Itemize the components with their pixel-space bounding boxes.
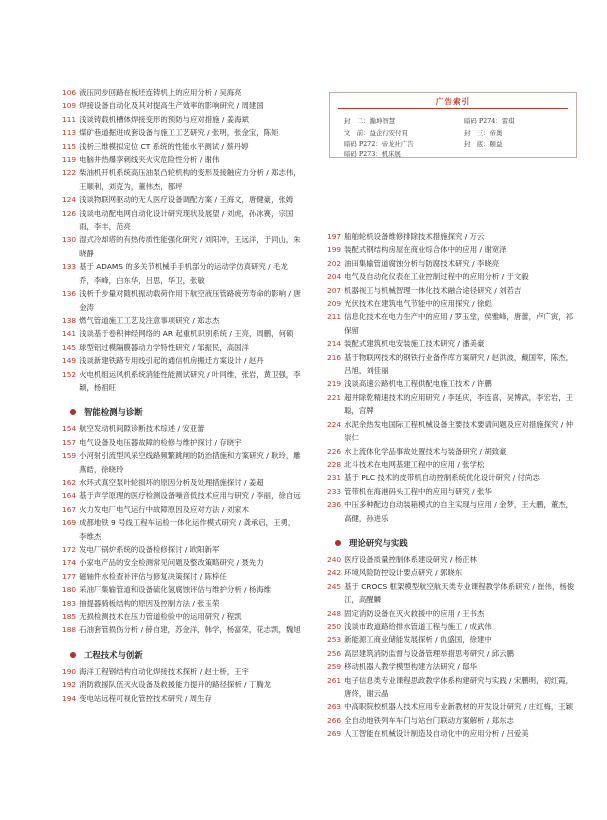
toc-entry[interactable] (62, 327, 302, 340)
page-number: 256 (327, 648, 342, 658)
page-number: 197 (327, 232, 342, 241)
entry-title: 中压多种配边自动装箱模式的自主实现与应用 / 金梦，王大鹏，董杰，高健，孙进乐 (344, 500, 574, 523)
entry-title: 浅谈电动配电网自动化设计研究现状及展望 / 刘虎，孙冰赛，宗国雨，李丰，范亮 (79, 208, 294, 232)
page-number: 126 (62, 208, 77, 218)
toc-entry[interactable] (327, 243, 577, 256)
page-number: 248 (327, 608, 342, 618)
entry-title: 中高职院校机器人技术应用专业新教材的开发设计研究 / 庄红梅，王颖 (344, 702, 574, 712)
page-number: 199 (327, 245, 342, 255)
toc-entry[interactable] (327, 337, 577, 350)
section-bullet-icon (335, 540, 341, 546)
entry-title: 浅谈物联网驱动的无人医疗设备调配方案 / 王海文，唐健豪，张姆 (79, 195, 294, 205)
right-column (327, 230, 577, 741)
entry-title: 固定消防设备在灭火救援中的应用 / 王书杰 (344, 608, 485, 618)
page-number: 167 (62, 504, 77, 514)
entry-title: 电脑井热爆孪刺线夹火灾危险性分析 / 谢伟 (79, 155, 220, 165)
section-bullet-icon (70, 652, 76, 658)
page-number: 169 (62, 518, 77, 528)
toc-entry[interactable] (62, 623, 302, 636)
entry-title: 浅谈铸载机槽体焊接变形的预防与应对措施 / 姜海斌 (79, 114, 249, 124)
entry-title: 无损检测技术在压力管道检验中的运用研究 / 程凯 (79, 612, 242, 622)
page-number: 138 (62, 315, 77, 325)
entry-list (327, 553, 577, 741)
page-number: 259 (327, 662, 342, 672)
toc-entry[interactable] (62, 597, 302, 610)
toc-entry[interactable] (62, 570, 302, 583)
ad-item: 封 三：帝奥 (464, 129, 503, 137)
entry-title: 全自动地铁列车车门与站台门联动方案解析 / 郑东志 (344, 715, 514, 725)
toc-entry[interactable] (327, 607, 577, 620)
entry-title: 基于声学原理的医疗检测设备噪音低技术应用与研究 / 李丽，徐自远 (79, 491, 301, 501)
entry-title: 航空发动机间隙诊断技术综述 / 安亚蕾 (79, 424, 205, 434)
toc-entry[interactable] (327, 674, 577, 701)
page-number: 172 (62, 545, 77, 554)
entry-title: 成都地铁 9 号线工程车运检一体化运作模式研究 / 龚承启，王勇，李维杰 (79, 518, 296, 541)
toc-entry[interactable] (62, 113, 302, 126)
page-number: 194 (62, 693, 77, 703)
toc-entry[interactable] (327, 391, 577, 418)
ad-item: 文 前：益企行安付頁 (344, 129, 408, 137)
entry-list (62, 665, 302, 705)
page-number: 109 (62, 101, 77, 111)
entry-list (327, 230, 577, 525)
entry-title: 信息化技术在电力生产中的应用 / 罗玉堂，侯雅峰，唐蕾，卢广寅，祁保留 (344, 312, 574, 335)
page-number: 141 (62, 329, 77, 339)
page-number: 136 (62, 289, 77, 299)
page-number: 192 (62, 680, 77, 690)
entry-title: 光伏技术在建筑电气节能中的应用探究 / 徐彪 (344, 299, 492, 309)
entry-title: 湿式冷却塔的有热传质性能强化研究 / 刘阳冲，王远洋，于同山，朱晓静 (79, 235, 301, 258)
entry-title: 电气及自动化仪表在工业控制过程中的应用分析 / 于文毅 (344, 272, 529, 282)
toc-entry[interactable] (327, 647, 577, 660)
entry-title: 水环式真空泵叶轮损坏的原因分析及处理措施探讨 / 姜超 (79, 477, 264, 487)
ad-item: 暗码 P274：雷琪 (464, 117, 515, 125)
entry-title: 浅析三维模拟定位 CT 系统的性能水平测试 / 蔡丹婷 (79, 141, 249, 151)
entry-title: 北斗技术在电网基建工程中的应用 / 张学松 (344, 459, 485, 469)
entry-title: 水泥余热发电国际工程机械设备主要技术要请问题及应对措施探究 / 仲崇仁 (344, 419, 574, 443)
entry-title: 煤矿巷道掘进成套设备与施工工艺研究 / 张明，张金宝，陈矩 (79, 128, 279, 138)
toc-entry[interactable] (62, 692, 302, 705)
page-number: 185 (62, 612, 77, 622)
page-number: 240 (327, 554, 342, 564)
ad-item: 暗码 P273：机床展 (344, 150, 401, 158)
toc-entry[interactable] (62, 314, 302, 327)
entry-list (62, 422, 302, 637)
toc-entry[interactable] (62, 489, 302, 502)
toc-entry[interactable] (62, 166, 302, 193)
ad-index-box (329, 92, 577, 158)
entry-title: 电子信息类专业课程思政教学体系构建研究与实践 / 宋鹏明，初红霞，唐佟，谢云晶 (344, 675, 574, 698)
page-number: 207 (327, 285, 342, 295)
toc-entry[interactable] (327, 270, 577, 283)
entry-title: 基于 ADAMS 的多关节机械手手机部分的运动学仿真研究 / 毛龙乔，李峰，白东华，吕思，华卫，张敏 (79, 262, 288, 285)
toc-entry[interactable] (62, 99, 302, 112)
page-number: 245 (327, 581, 342, 591)
toc-entry[interactable] (327, 553, 577, 566)
page-number: 253 (327, 635, 342, 645)
entry-title: 基于 PLC 技术的皮带机自动控制系统优化设计研究 / 付尚志 (344, 473, 540, 483)
ad-item: 暗码 P272：帝龙社广告 (344, 140, 414, 148)
page-number: 177 (62, 571, 77, 581)
toc-entry[interactable] (62, 422, 302, 435)
entry-title: 火力发电厂电气运行中故障原因及应对方法 / 刘家木 (79, 504, 249, 514)
toc-entry[interactable] (62, 140, 302, 153)
toc-entry[interactable] (62, 193, 302, 206)
toc-entry[interactable] (327, 620, 577, 633)
toc-entry[interactable] (327, 580, 577, 607)
page-number: 269 (327, 729, 342, 739)
page-number: 204 (327, 272, 342, 282)
page-number: 263 (327, 702, 342, 712)
toc-entry[interactable] (62, 610, 302, 623)
toc-entry[interactable] (327, 633, 577, 646)
entry-title: 石油套管损伤分析 / 薛自建，苏金洋，韩学，杨富荣，花志凯，魏旭 (79, 625, 301, 635)
page-number: 233 (327, 486, 342, 496)
toc-entry[interactable] (327, 727, 577, 740)
page-number: 122 (62, 168, 77, 178)
entry-title: 磁轴件水检查补评估与修复决策探讨 / 陈梓任 (79, 571, 227, 581)
toc-entry[interactable] (327, 284, 577, 297)
toc-entry[interactable] (62, 583, 302, 596)
toc-entry[interactable] (327, 485, 577, 498)
entry-title: 装配式建筑机电安装施工技术研究 / 潘美豪 (344, 339, 485, 349)
toc-entry[interactable] (62, 436, 302, 449)
toc-entry[interactable] (327, 445, 577, 458)
toc-entry[interactable] (327, 458, 577, 471)
page-number: 130 (62, 235, 77, 245)
toc-entry[interactable] (327, 257, 577, 270)
toc-entry[interactable] (62, 126, 302, 139)
entry-title: 抽提器骑板结构的原因及控制方法 / 张玉荣 (79, 598, 220, 608)
page-number: 106 (62, 88, 77, 97)
ad-item: 封 底：颐益 (464, 140, 503, 148)
entry-title: 消防救援队伍灭火设备及救援能力提升的路径探析 / 丁腾龙 (79, 680, 272, 690)
entry-title: 基于 CROCS 框架模型航空航天类专业课程教学体系研究 / 崔伟，杨俊江，高醒麟 (344, 581, 575, 605)
page-number: 236 (327, 500, 342, 510)
page-number: 250 (327, 621, 342, 631)
toc-entry[interactable] (327, 351, 577, 378)
entry-title: 球型铝过模隔膜器动力学特性研究 / 邹振民，高国洋 (79, 342, 249, 352)
section-heading: 工程技术与创新 (62, 648, 302, 662)
page-number: 133 (62, 262, 77, 272)
page-number: 115 (62, 141, 77, 151)
ad-index-title: 广告索引 (435, 97, 471, 106)
entry-title: 浅析千步量对随机振动载荷作用下航空液压管路疲劳寿命的影响 / 唐金涛 (79, 289, 301, 312)
entry-title: 新能源工商业储能发展探析 / 仇盛国，徐建中 (344, 635, 492, 645)
entry-title: 海洋工程钢结构自动化焊接技术探析 / 赵士桥，王宇 (79, 666, 249, 676)
entry-title: 液压同步回路在板坯连铸机上的应用分析 / 吴海亮 (79, 88, 242, 97)
toc-entry[interactable] (62, 678, 302, 691)
page-number: 190 (62, 666, 77, 676)
entry-title: 火电机组运风机系统消能性能测试研究 / 叶同维，张岩，黄卫强，李颖，杨祖旺 (79, 369, 301, 392)
page-number: 164 (62, 491, 77, 501)
entry-title: 医疗设备质量控制体系建设研究 / 杨正林 (344, 554, 477, 564)
page-number: 157 (62, 437, 77, 447)
toc-entry[interactable] (62, 556, 302, 569)
entry-title: 浅谈新建铁路专用线引起的通信机房搬迁方案设计 / 赵丹 (79, 356, 264, 366)
toc-entry[interactable] (62, 341, 302, 354)
page-number: 226 (327, 446, 342, 456)
page-number: 159 (62, 451, 77, 461)
toc-entry[interactable] (327, 310, 577, 337)
page-number: 152 (62, 369, 77, 379)
page-number: 202 (327, 258, 342, 268)
entry-title: 焊接设备自动化及其对提高生产效率的影响研究 / 周建国 (79, 101, 264, 111)
toc-entry[interactable] (62, 543, 302, 556)
page-number: 231 (327, 473, 342, 483)
page-number: 188 (62, 625, 77, 635)
page-number: 211 (327, 312, 342, 322)
section-bullet-icon (70, 409, 76, 415)
entry-title: 浅谈基于卷积神经网络的 AR 起重机识别系统 / 王亮，周鹏，何硕 (79, 329, 294, 339)
page-number: 145 (62, 342, 77, 352)
entry-title: 发电厂锅炉系统的设备检修探讨 / 欧阳新军 (79, 545, 220, 554)
toc-entry[interactable] (62, 665, 302, 678)
toc-entry[interactable] (327, 418, 577, 445)
ad-item: 封 二：瀚坤智慧 (344, 117, 396, 125)
entry-title: 管带机在海港码头工程中的应用与研究 / 张华 (344, 486, 492, 496)
entry-title: 基于物联网技术的钢铁行业备件库方案研究 / 赵洪波，戴国军，陈杰，吕旭，刘佳丽 (344, 352, 574, 376)
toc-entry[interactable] (327, 566, 577, 579)
ad-index-divider (338, 108, 568, 109)
toc-entry[interactable] (327, 230, 577, 243)
page-number: 266 (327, 715, 342, 725)
entry-title: 油田集输管道腐蚀分析与防腐技术研究 / 李晓亮 (344, 258, 500, 268)
toc-entry[interactable] (327, 714, 577, 727)
toc-entry[interactable] (327, 700, 577, 713)
entry-title: 小河射引流型风采空线路频繁跳闸的防治措施和方案研究 / 耿玲，雕燕皓，徐晓玲 (79, 451, 301, 474)
page-number: 113 (62, 128, 77, 138)
page-number: 221 (327, 392, 342, 402)
page-number: 174 (62, 558, 77, 568)
page-number: 124 (62, 195, 77, 205)
page-number: 228 (327, 459, 342, 469)
toc-entry[interactable] (62, 354, 302, 367)
page-number: 154 (62, 424, 77, 434)
toc-entry[interactable] (62, 260, 302, 287)
entry-title: 水上流体化学品事故处置技术与装备研究 / 胡致豪 (344, 446, 507, 456)
toc-entry[interactable] (62, 503, 302, 516)
entry-title: 变电站远程可视化管控技术研究 / 周生存 (79, 693, 212, 703)
toc-entry[interactable] (327, 297, 577, 310)
section-heading: 智能检测与诊断 (62, 405, 302, 419)
entry-title: 电气设备及电压器故障的检修与维护探讨 / 存晓宇 (79, 437, 242, 447)
entry-title: 船舶轮机设备维修排除技术措施探究 / 万云 (344, 232, 485, 241)
entry-list (62, 86, 302, 394)
page-number: 180 (62, 585, 77, 595)
toc-entry[interactable] (62, 449, 302, 476)
toc-entry[interactable] (62, 368, 302, 395)
entry-title: 燃气管道施工工艺及注意事项研究 / 郑志杰 (79, 315, 220, 325)
toc-entry[interactable] (327, 377, 577, 390)
toc-entry[interactable] (62, 207, 302, 234)
entry-title: 浅谈市政道路给排水管道工程与施工 / 成武伟 (344, 621, 492, 631)
toc-entry[interactable] (62, 153, 302, 166)
page-number: 149 (62, 356, 77, 366)
entry-title: 采油厂集输管道和设备硫化氢腐蚀评估与维护分析 / 杨海维 (79, 585, 272, 595)
page-number: 209 (327, 299, 342, 309)
toc-entry[interactable] (327, 498, 577, 525)
page-number: 111 (62, 114, 77, 124)
page-number: 224 (327, 419, 342, 429)
section-heading: 理论研究与实践 (327, 536, 577, 550)
toc-entry[interactable] (62, 233, 302, 260)
entry-title: 移动机器人教学模型构建方法研究 / 邸华 (344, 662, 477, 672)
page-number: 214 (327, 339, 342, 349)
entry-title: 高层建筑消防监督与设备管理举措思考研究 / 邱云鹏 (344, 648, 514, 658)
page-number: 219 (327, 379, 342, 389)
toc-entry[interactable] (327, 660, 577, 673)
page-number: 119 (62, 155, 77, 165)
left-column (62, 86, 302, 705)
page-number: 242 (327, 568, 342, 578)
toc-entry[interactable] (62, 516, 302, 543)
toc-entry[interactable] (62, 476, 302, 489)
toc-entry[interactable] (62, 287, 302, 314)
entry-title: 小家电产品的安全检测常见问题及整改策略研究 / 聂先力 (79, 558, 264, 568)
entry-title: 人工智能在机械设计制造及自动化中的应用分析 / 吕爱美 (344, 729, 529, 739)
entry-title: 装配式钢结构房屋在商业综合体中的应用 / 谢宽泽 (344, 245, 507, 255)
entry-title: 柴油机开机系统高压油泵凸轮机构的变形及接触应力分析 / 郑志伟，王顺利，刘克为，董伟杰，都坪 (79, 168, 301, 191)
page-number: 216 (327, 352, 342, 362)
entry-title: 超井除乾精速技术的应用研究 / 李延庆，李连喜，吴博武，李宏岩，王聪，宫牌 (344, 392, 574, 416)
page-number: 162 (62, 477, 77, 487)
entry-title: 机器视工与机械智理一体化技术融合途径研究 / 刘若吉 (344, 285, 522, 295)
page-number: 183 (62, 598, 77, 608)
toc-entry[interactable] (327, 471, 577, 484)
entry-title: 环境风险防控设计要点研究 / 郭晓东 (344, 568, 463, 578)
toc-entry[interactable] (62, 86, 302, 99)
page-number: 261 (327, 675, 342, 685)
entry-title: 浅谈高速公路机电工程供配电施工技术 / 许鹏 (344, 379, 492, 389)
